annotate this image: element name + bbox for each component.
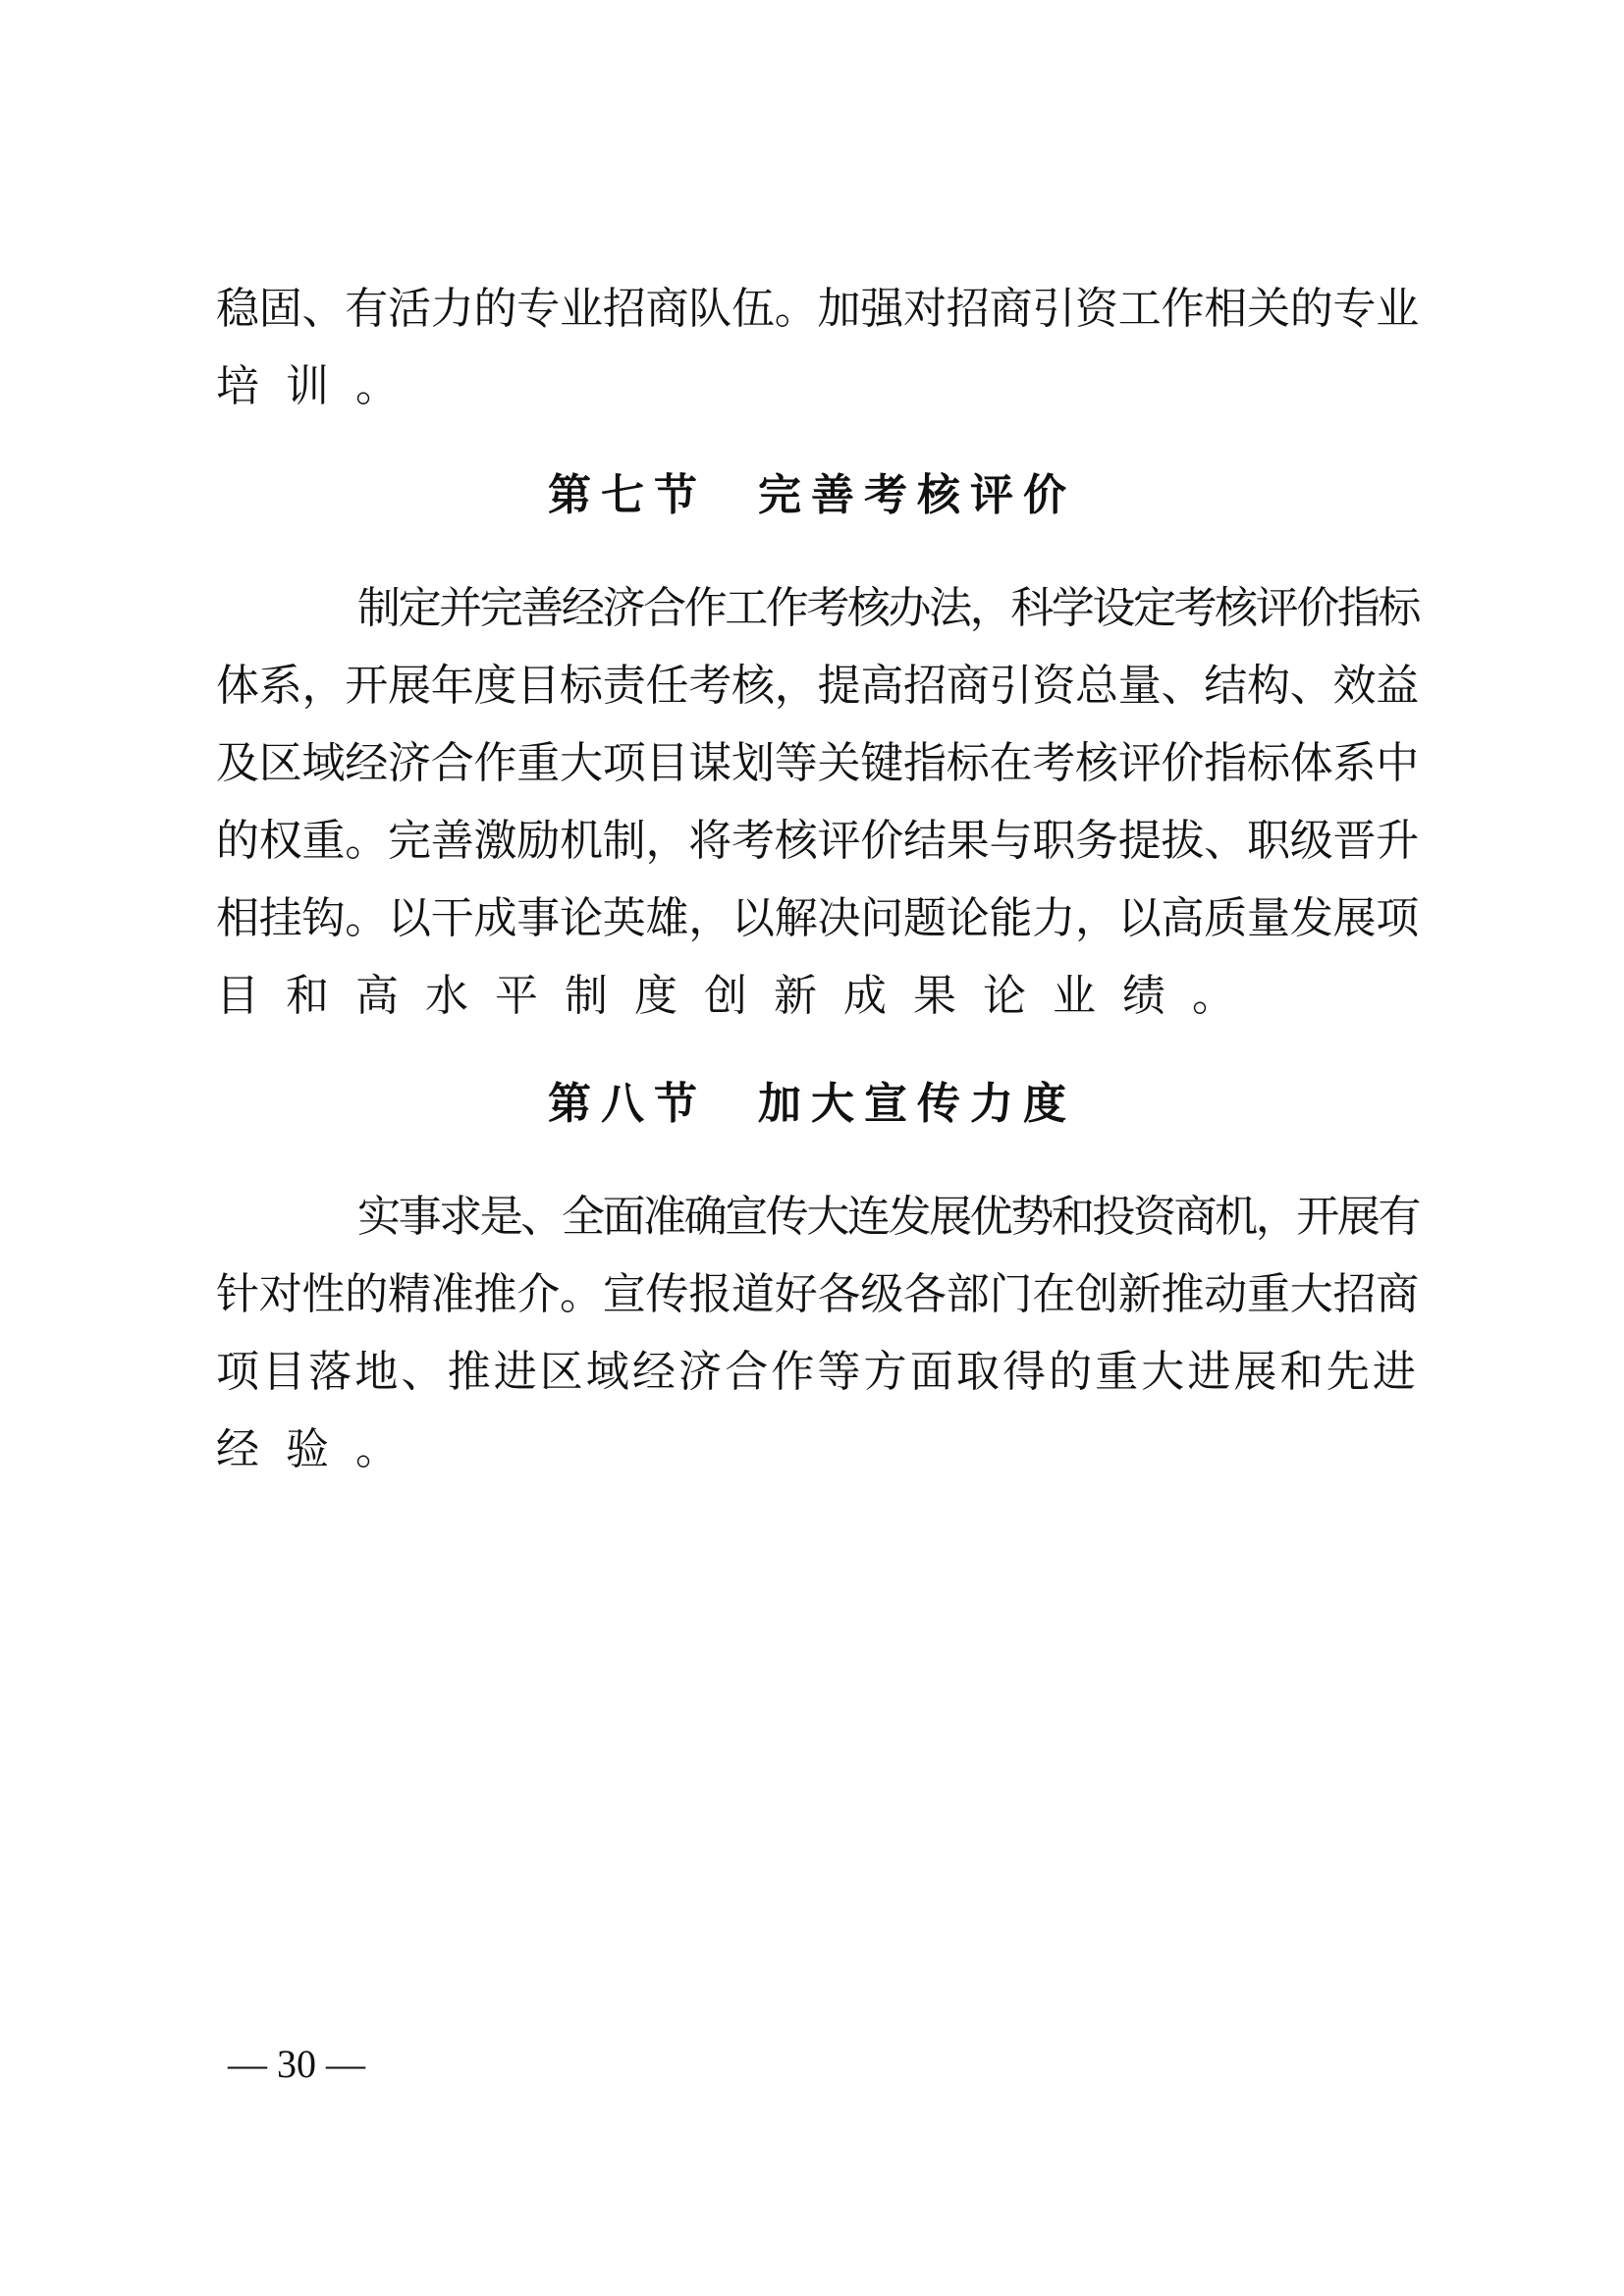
section-number: 第八节 — [548, 1079, 707, 1129]
section-title: 加大宣传力度 — [758, 1079, 1076, 1129]
text-line: 目和高水平制度创新成果论业绩。 — [216, 971, 1262, 1021]
text-line: 的 权 重 。 完 善 激 励 机 制 ， 将 考 核 评 价 结 果 与 职 务 提 拔 、 职 级 晋 升 — [216, 816, 1420, 866]
text-line: 项 目 落 地 、 推 进 区 域 经 济 合 作 等 方 面 取 得 的 重 大 进 展 和 先 进 — [216, 1347, 1416, 1397]
text-line: 体 系 ， 开 展 年 度 目 标 责 任 考 核 ， 提 高 招 商 引 资 总 量 、 结 构 、 效 益 — [216, 661, 1420, 711]
page-number: — 30 — — [228, 2042, 365, 2086]
text-line: 实 事 求 是 、 全 面 准 确 宣 传 大 连 发 展 优 势 和 投 资 商 机 ， 开 展 有 — [357, 1192, 1422, 1242]
section-title: 完善考核评价 — [758, 470, 1076, 520]
text-line: 培训。 — [216, 361, 425, 411]
text-line: 针 对 性 的 精 准 推 介 。 宣 传 报 道 好 各 级 各 部 门 在 创 新 推 动 重 大 招 商 — [216, 1269, 1420, 1319]
text-line: 稳 固 、 有 活 力 的 专 业 招 商 队 伍 。 加 强 对 招 商 引 资 工 作 相 关 的 专 业 — [216, 284, 1420, 334]
section-number: 第七节 — [548, 470, 707, 520]
text-line: 相 挂 钩 。 以 干 成 事 论 英 雄 ， 以 解 决 问 题 论 能 力 ， 以 高 质 量 发 展 项 — [216, 893, 1420, 943]
section-heading-8 — [0, 1075, 1624, 1134]
section-heading-7 — [0, 466, 1624, 525]
text-line: 经验。 — [216, 1424, 425, 1474]
text-line: 及 区 域 经 济 合 作 重 大 项 目 谋 划 等 关 键 指 标 在 考 核 评 价 指 标 体 系 中 — [216, 738, 1420, 788]
text-line: 制 定 并 完 善 经 济 合 作 工 作 考 核 办 法 ， 科 学 设 定 考 核 评 价 指 标 — [357, 583, 1422, 633]
